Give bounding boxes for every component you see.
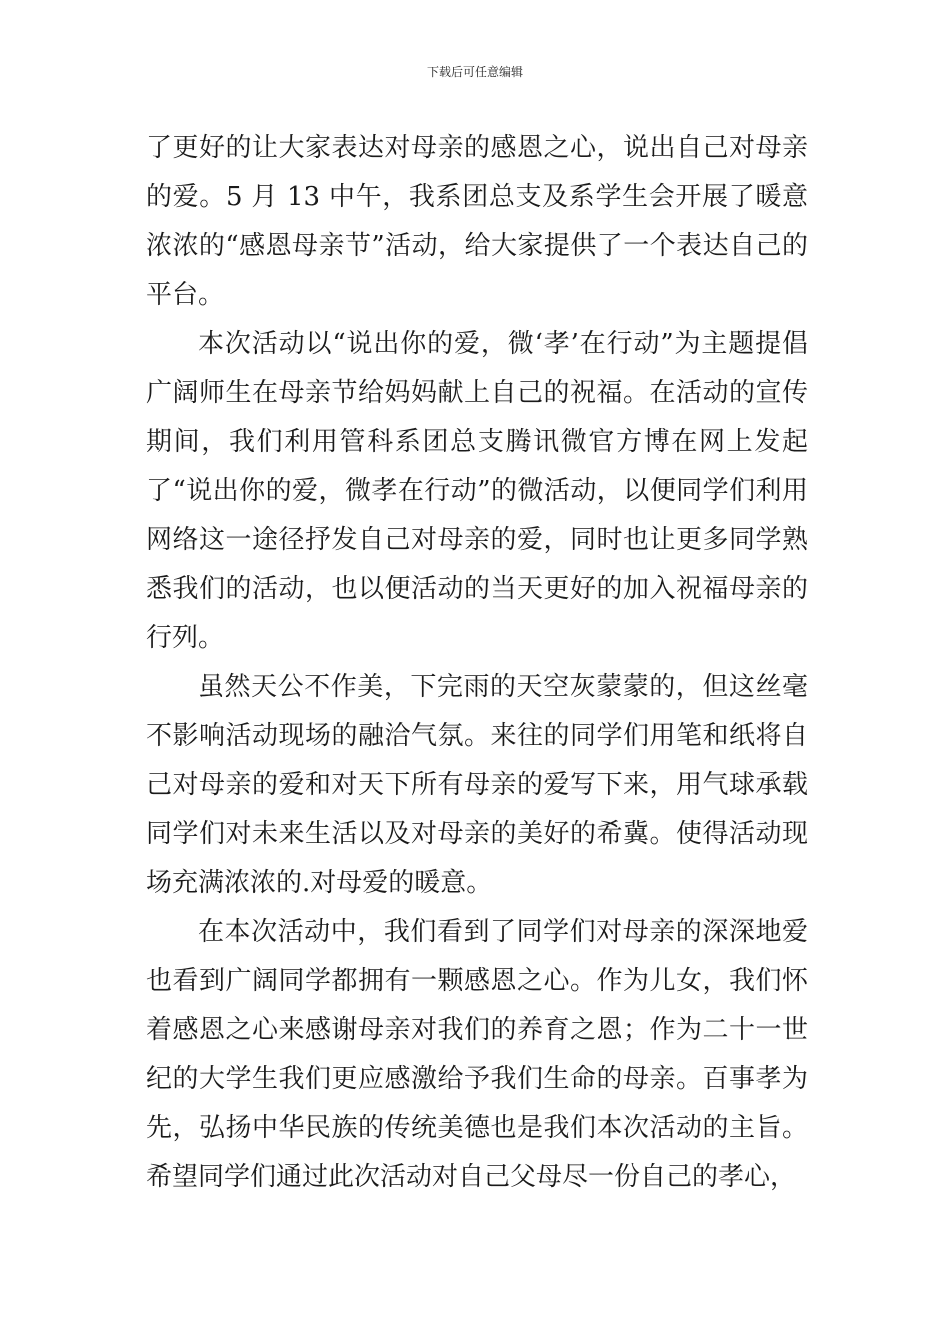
paragraph-4: 在本次活动中，我们看到了同学们对母亲的深深地爱也看到广阔同学都拥有一颗感恩之心。作为儿女，我们怀着感恩之心来感谢母亲对我们的养育之恩；作为二十一世纪的大学生我们更应感激给予我们生命的母亲。百事孝为先，弘扬中华民族的传统美德也是我们本次活动的主旨。希望同学们通过此次活动对自己父母尽一份自己的孝心， [146,917,808,1192]
paragraph-3: 虽然天公不作美，下完雨的天空灰蒙蒙的，但这丝毫不影响活动现场的融洽气氛。来往的同学们用笔和纸将自己对母亲的爱和对天下所有母亲的爱写下来，用气球承载同学们对未来生活以及对母亲的美好的希冀。使得活动现场充满浓浓的.对母爱的暖意。 [146,672,808,898]
page-header: 下载后可任意编辑 [426,65,523,79]
paragraph-1: 了更好的让大家表达对母亲的感恩之心，说出自己对母亲的爱。5 月 13 中午，我系团总支及系学生会开展了暖意浓浓的“感恩母亲节”活动，给大家提供了一个表达自己的平台。 [146,133,808,310]
document-body [146,124,808,1202]
paragraph-2: 本次活动以“说出你的爱，微‘孝’在行动”为主题提倡广阔师生在母亲节给妈妈献上自己的祝福。在活动的宣传期间，我们利用管科系团总支腾讯微官方博在网上发起了“说出你的爱，微孝在行动”的微活动，以便同学们利用网络这一途径抒发自己对母亲的爱，同时也让更多同学熟悉我们的活动，也以便活动的当天更好的加入祝福母亲的行列。 [146,329,808,653]
